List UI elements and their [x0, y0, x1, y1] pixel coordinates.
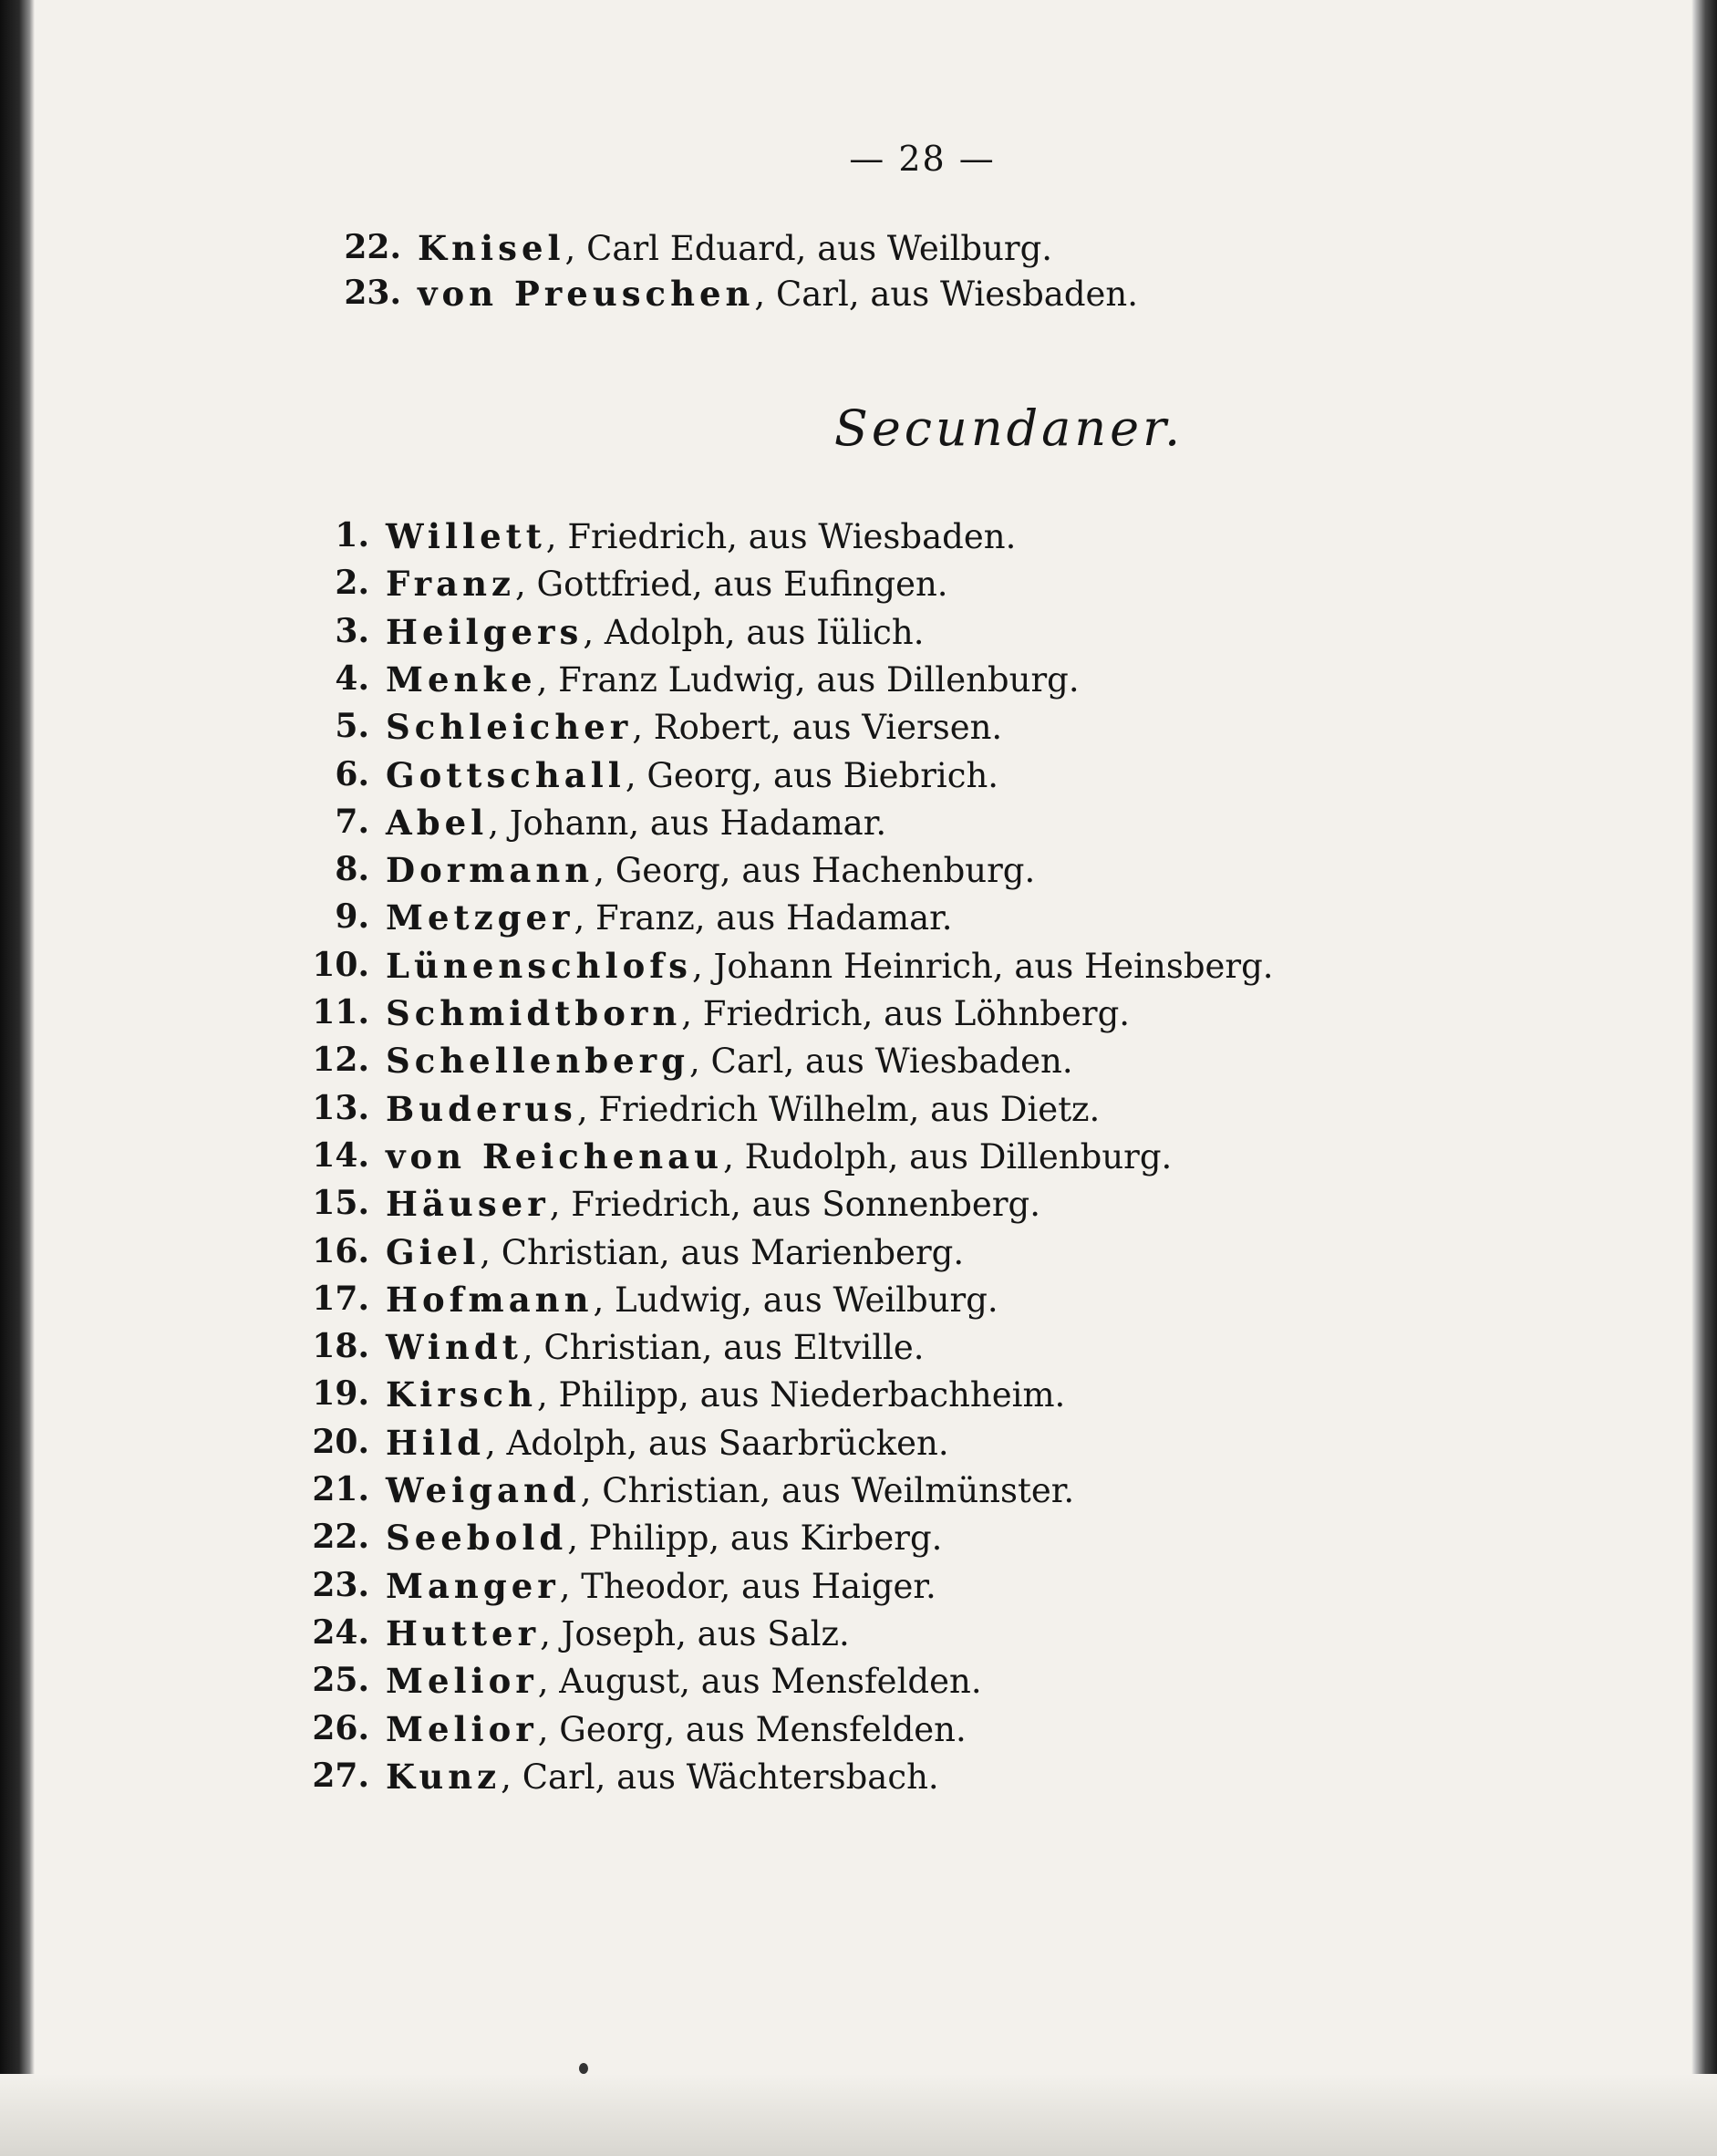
entry-number: 12.	[312, 1041, 369, 1080]
entry-details: , Rudolph, aus Dillenburg.	[723, 1136, 1173, 1176]
entry-text	[386, 1613, 850, 1653]
entry-text	[386, 1374, 1065, 1415]
entry-surname: Metzger	[386, 897, 574, 938]
entry-details: , Johann, aus Hadamar.	[488, 803, 887, 843]
entry-details: , Christian, aus Marienberg.	[480, 1232, 965, 1272]
entry-text	[386, 850, 1035, 890]
entry-number: 10.	[312, 945, 369, 984]
entry-text	[386, 1709, 967, 1749]
ink-blot	[579, 2063, 588, 2074]
entry-number: 6.	[335, 754, 369, 793]
entry-surname: von Reichenau	[386, 1135, 724, 1176]
entry-number: 7.	[335, 802, 369, 841]
entry-surname: Gottschall	[386, 754, 626, 795]
entry-surname: Schmidtborn	[386, 993, 682, 1033]
entry-number: 1.	[335, 516, 369, 555]
entry-details: , Friedrich, aus Sonnenberg.	[549, 1185, 1040, 1225]
entry-number: 22.	[312, 1518, 369, 1557]
entry-text	[386, 897, 953, 938]
entry-number: 4.	[335, 658, 369, 698]
entry-details: , Philipp, aus Kirberg.	[567, 1519, 943, 1559]
entry-text	[386, 1280, 998, 1320]
entry-details: , Carl, aus Wiesbaden.	[754, 275, 1139, 314]
entry-number: 11.	[312, 993, 369, 1031]
entry-details: , Christian, aus Weilmünster.	[580, 1471, 1075, 1510]
entry-number: 3.	[335, 611, 369, 650]
entry-number: 13.	[312, 1088, 369, 1127]
section-title: Secundaner.	[833, 399, 1184, 457]
entry-number: 20.	[312, 1422, 369, 1461]
entry-text	[386, 516, 1016, 556]
entry-text	[386, 1232, 964, 1272]
entry-text	[386, 1757, 939, 1797]
entry-text	[386, 707, 1002, 747]
page-binding-shadow	[0, 0, 35, 2156]
entry-details: , Adolph, aus Iülich.	[583, 612, 925, 652]
entry-text	[386, 564, 948, 604]
entry-text	[386, 612, 925, 652]
page-bottom-shade	[0, 2074, 1717, 2156]
entry-text	[386, 1423, 949, 1463]
entry-number: 14.	[312, 1135, 369, 1175]
entry-surname: Buderus	[386, 1088, 577, 1129]
entry-text	[386, 1184, 1040, 1224]
entry-details: , Robert, aus Viersen.	[632, 708, 1003, 748]
entry-number: 16.	[312, 1231, 369, 1270]
entry-details: , Friedrich, aus Löhnberg.	[681, 994, 1131, 1033]
entry-number: 22.	[344, 228, 401, 266]
entry-details: , Franz Ludwig, aus Dillenburg.	[536, 659, 1080, 700]
page-edge-shadow	[1691, 0, 1717, 2156]
entry-text	[418, 274, 1138, 314]
entry-text	[386, 803, 886, 843]
entry-details: , Carl, aus Wächtersbach.	[501, 1757, 939, 1797]
entry-number: 24.	[312, 1612, 369, 1652]
entry-surname: Giel	[386, 1231, 481, 1272]
entry-number: 23.	[312, 1565, 369, 1604]
page-header	[0, 139, 1717, 179]
entry-details: , Philipp, aus Niederbachheim.	[536, 1375, 1066, 1415]
entry-number: 9.	[335, 897, 369, 937]
entry-surname: Seebold	[386, 1518, 568, 1559]
entry-details: , Joseph, aus Salz.	[540, 1613, 850, 1653]
entry-number: 18.	[312, 1327, 369, 1366]
entry-number: 27.	[312, 1756, 369, 1795]
entry-text	[386, 1089, 1100, 1129]
entry-number: 19.	[312, 1374, 369, 1414]
entry-text	[386, 946, 1274, 986]
entry-surname: Kirsch	[386, 1374, 537, 1415]
entry-text	[386, 659, 1080, 700]
entry-surname: Melior	[386, 1661, 538, 1702]
entry-surname: Schleicher	[386, 707, 633, 748]
entry-surname: Hild	[386, 1422, 485, 1463]
entry-details: , Gottfried, aus Eufingen.	[515, 565, 948, 605]
entry-details: , Adolph, aus Saarbrücken.	[484, 1423, 949, 1463]
entry-details: , Franz, aus Hadamar.	[574, 898, 953, 938]
entry-surname: Franz	[386, 564, 515, 605]
entry-surname: Dormann	[386, 850, 595, 891]
entry-number: 5.	[335, 707, 369, 746]
entry-surname: Hutter	[386, 1612, 541, 1653]
entry-surname: Weigand	[386, 1470, 581, 1510]
entry-number: 23.	[344, 274, 401, 312]
entry-details: , Georg, aus Biebrich.	[625, 755, 999, 795]
entry-details: , Ludwig, aus Weilburg.	[593, 1280, 998, 1320]
entry-details: , Georg, aus Mensfelden.	[537, 1709, 967, 1749]
entry-surname: Hofmann	[386, 1279, 594, 1320]
entry-text	[386, 755, 998, 795]
entry-number: 26.	[312, 1708, 369, 1747]
entry-details: , Theodor, aus Haiger.	[559, 1566, 936, 1606]
entry-details: , August, aus Mensfelden.	[537, 1662, 982, 1702]
entry-surname: Abel	[386, 802, 489, 843]
entry-surname: Melior	[386, 1708, 538, 1749]
entry-surname: Schellenberg	[386, 1041, 690, 1082]
entry-number: 21.	[312, 1470, 369, 1508]
entry-text	[386, 1136, 1172, 1176]
entry-details: , Georg, aus Hachenburg.	[594, 851, 1036, 891]
entry-surname: Manger	[386, 1565, 560, 1606]
entry-surname: Kunz	[386, 1756, 502, 1797]
entry-surname: Willett	[386, 516, 546, 556]
entry-number: 2.	[335, 564, 369, 603]
entry-number: 25.	[312, 1661, 369, 1700]
entry-text	[386, 1518, 942, 1558]
entry-surname: Windt	[386, 1327, 522, 1368]
entry-text	[418, 228, 1052, 268]
entry-number: 15.	[312, 1184, 369, 1223]
entry-number: 17.	[312, 1279, 369, 1318]
entry-details: , Friedrich Wilhelm, aus Dietz.	[576, 1089, 1101, 1129]
entry-surname: von Preuschen	[418, 274, 755, 314]
entry-text	[386, 1041, 1073, 1081]
entry-details: , Carl, aus Wiesbaden.	[689, 1042, 1073, 1082]
entry-surname: Knisel	[418, 228, 565, 268]
entry-text	[386, 1661, 982, 1701]
entry-text	[386, 1470, 1074, 1510]
entry-details: , Johann Heinrich, aus Heinsberg.	[692, 946, 1274, 986]
entry-surname: Heilgers	[386, 611, 584, 652]
section-title-wrapper	[0, 399, 1717, 457]
entry-details: , Friedrich, aus Wiesbaden.	[545, 517, 1017, 556]
entry-text	[386, 1327, 925, 1367]
entry-text	[386, 993, 1130, 1033]
entry-surname: Menke	[386, 658, 537, 700]
page-number: — 28 —	[849, 139, 996, 179]
entry-surname: Lünenschlofs	[386, 945, 693, 986]
entry-surname: Häuser	[386, 1184, 550, 1225]
entry-details: , Carl Eduard, aus Weilburg.	[564, 229, 1053, 268]
entry-text	[386, 1566, 936, 1606]
entry-details: , Christian, aus Eltville.	[522, 1328, 925, 1368]
entry-number: 8.	[335, 850, 369, 889]
